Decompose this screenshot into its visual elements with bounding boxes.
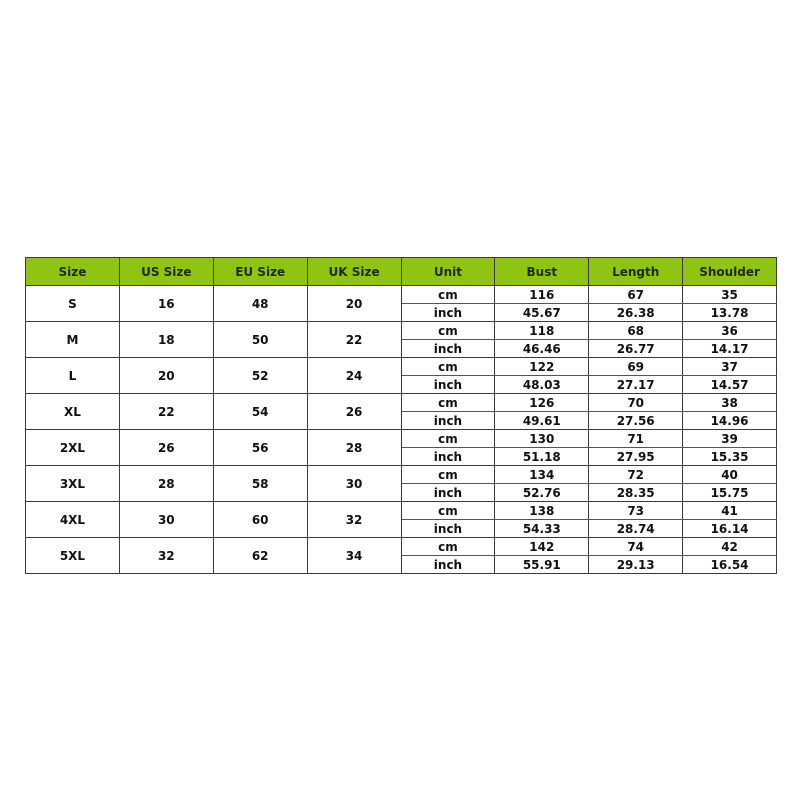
cell-unit-cm: cm (401, 466, 495, 484)
cell-size: 3XL (26, 466, 120, 502)
cell-length-cm: 68 (589, 322, 683, 340)
cell-uk-size: 22 (307, 322, 401, 358)
cell-unit-cm: cm (401, 322, 495, 340)
cell-shoulder-inch: 15.35 (683, 448, 777, 466)
cell-length-cm: 69 (589, 358, 683, 376)
cell-bust-cm: 126 (495, 394, 589, 412)
cell-shoulder-cm: 36 (683, 322, 777, 340)
cell-length-inch: 26.38 (589, 304, 683, 322)
cell-us-size: 32 (119, 538, 213, 574)
cell-length-cm: 74 (589, 538, 683, 556)
cell-bust-inch: 49.61 (495, 412, 589, 430)
table-row (26, 394, 777, 412)
cell-uk-size: 26 (307, 394, 401, 430)
cell-size: 5XL (26, 538, 120, 574)
size-chart-table (25, 257, 777, 574)
table-row (26, 286, 777, 304)
table-row (26, 358, 777, 376)
cell-bust-cm: 134 (495, 466, 589, 484)
cell-length-cm: 71 (589, 430, 683, 448)
cell-bust-cm: 130 (495, 430, 589, 448)
cell-uk-size: 28 (307, 430, 401, 466)
cell-eu-size: 60 (213, 502, 307, 538)
cell-bust-cm: 142 (495, 538, 589, 556)
cell-unit-cm: cm (401, 538, 495, 556)
cell-bust-inch: 45.67 (495, 304, 589, 322)
cell-unit-cm: cm (401, 286, 495, 304)
cell-bust-inch: 46.46 (495, 340, 589, 358)
cell-length-cm: 72 (589, 466, 683, 484)
header-us-size: US Size (119, 258, 213, 286)
table-row (26, 322, 777, 340)
cell-shoulder-inch: 15.75 (683, 484, 777, 502)
table-row (26, 430, 777, 448)
header-shoulder: Shoulder (683, 258, 777, 286)
cell-length-cm: 73 (589, 502, 683, 520)
table-row (26, 502, 777, 520)
cell-us-size: 18 (119, 322, 213, 358)
cell-length-inch: 26.77 (589, 340, 683, 358)
cell-shoulder-inch: 14.96 (683, 412, 777, 430)
cell-bust-inch: 52.76 (495, 484, 589, 502)
cell-us-size: 30 (119, 502, 213, 538)
cell-shoulder-cm: 41 (683, 502, 777, 520)
cell-unit-cm: cm (401, 394, 495, 412)
cell-bust-cm: 118 (495, 322, 589, 340)
cell-shoulder-inch: 16.14 (683, 520, 777, 538)
cell-bust-cm: 122 (495, 358, 589, 376)
header-row (26, 258, 777, 286)
cell-shoulder-cm: 38 (683, 394, 777, 412)
cell-length-inch: 27.17 (589, 376, 683, 394)
cell-size: XL (26, 394, 120, 430)
cell-shoulder-inch: 14.17 (683, 340, 777, 358)
cell-eu-size: 58 (213, 466, 307, 502)
cell-bust-cm: 138 (495, 502, 589, 520)
header-eu-size: EU Size (213, 258, 307, 286)
header-unit: Unit (401, 258, 495, 286)
cell-length-cm: 67 (589, 286, 683, 304)
cell-unit-inch: inch (401, 556, 495, 574)
cell-us-size: 16 (119, 286, 213, 322)
cell-eu-size: 56 (213, 430, 307, 466)
table-body (26, 286, 777, 574)
cell-length-inch: 27.95 (589, 448, 683, 466)
cell-bust-inch: 48.03 (495, 376, 589, 394)
cell-uk-size: 30 (307, 466, 401, 502)
cell-bust-cm: 116 (495, 286, 589, 304)
header-size: Size (26, 258, 120, 286)
cell-us-size: 20 (119, 358, 213, 394)
cell-shoulder-cm: 40 (683, 466, 777, 484)
cell-unit-cm: cm (401, 430, 495, 448)
cell-length-inch: 28.35 (589, 484, 683, 502)
cell-unit-inch: inch (401, 340, 495, 358)
cell-us-size: 26 (119, 430, 213, 466)
cell-us-size: 28 (119, 466, 213, 502)
cell-uk-size: 34 (307, 538, 401, 574)
cell-shoulder-inch: 16.54 (683, 556, 777, 574)
cell-bust-inch: 51.18 (495, 448, 589, 466)
cell-length-inch: 27.56 (589, 412, 683, 430)
cell-eu-size: 50 (213, 322, 307, 358)
cell-size: 4XL (26, 502, 120, 538)
header-bust: Bust (495, 258, 589, 286)
cell-us-size: 22 (119, 394, 213, 430)
cell-unit-inch: inch (401, 376, 495, 394)
cell-unit-inch: inch (401, 520, 495, 538)
cell-size: 2XL (26, 430, 120, 466)
cell-shoulder-cm: 35 (683, 286, 777, 304)
cell-bust-inch: 55.91 (495, 556, 589, 574)
cell-unit-inch: inch (401, 304, 495, 322)
cell-uk-size: 20 (307, 286, 401, 322)
header-length: Length (589, 258, 683, 286)
table-row (26, 466, 777, 484)
cell-shoulder-cm: 39 (683, 430, 777, 448)
cell-eu-size: 54 (213, 394, 307, 430)
cell-unit-inch: inch (401, 412, 495, 430)
cell-shoulder-inch: 13.78 (683, 304, 777, 322)
cell-unit-cm: cm (401, 358, 495, 376)
cell-length-cm: 70 (589, 394, 683, 412)
cell-bust-inch: 54.33 (495, 520, 589, 538)
table-header (26, 258, 777, 286)
cell-eu-size: 62 (213, 538, 307, 574)
cell-size: S (26, 286, 120, 322)
cell-shoulder-cm: 42 (683, 538, 777, 556)
cell-uk-size: 32 (307, 502, 401, 538)
cell-shoulder-cm: 37 (683, 358, 777, 376)
cell-unit-cm: cm (401, 502, 495, 520)
cell-eu-size: 48 (213, 286, 307, 322)
table-row (26, 538, 777, 556)
cell-unit-inch: inch (401, 448, 495, 466)
cell-size: M (26, 322, 120, 358)
cell-eu-size: 52 (213, 358, 307, 394)
cell-length-inch: 29.13 (589, 556, 683, 574)
header-uk-size: UK Size (307, 258, 401, 286)
cell-shoulder-inch: 14.57 (683, 376, 777, 394)
cell-size: L (26, 358, 120, 394)
cell-uk-size: 24 (307, 358, 401, 394)
cell-unit-inch: inch (401, 484, 495, 502)
cell-length-inch: 28.74 (589, 520, 683, 538)
